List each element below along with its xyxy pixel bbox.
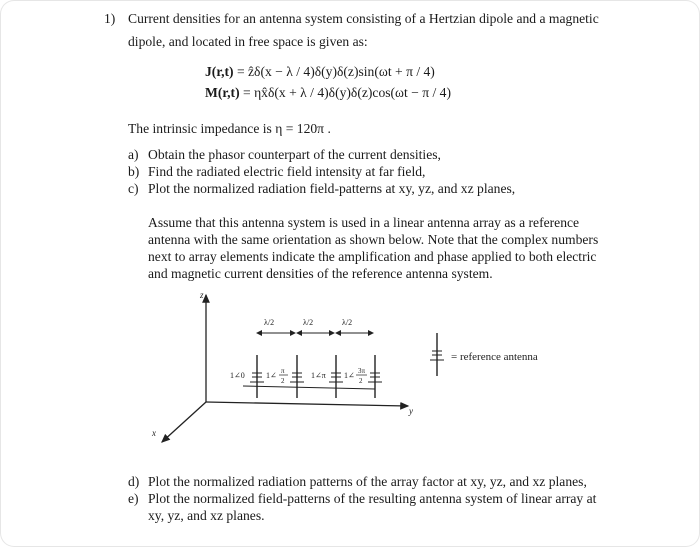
equation-J-lhs: J(r,t): [205, 64, 234, 79]
part-c-label: c): [128, 181, 139, 196]
equation-M-rhs: = ηx̂δ(x + λ / 4)δ(y)δ(z)cos(ωt − π / 4): [239, 85, 452, 100]
y-axis: [206, 402, 408, 406]
part-a-label: a): [128, 147, 139, 162]
impedance-statement: The intrinsic impedance is η = 120π .: [128, 121, 331, 136]
element-2-phase-num: π: [281, 367, 285, 375]
y-axis-label: y: [409, 406, 413, 416]
x-axis: [162, 402, 206, 442]
element-2-phase-den: 2: [281, 377, 285, 385]
antenna-array-diagram: [140, 285, 580, 445]
array-paragraph-line1: Assume that this antenna system is used in a linear antenna array as a reference: [148, 215, 580, 230]
equation-M-lhs: M(r,t): [205, 85, 240, 100]
problem-intro-line1: Current densities for an antenna system consisting of a Hertzian dipole and a magnetic: [128, 11, 599, 26]
reference-antenna-legend-text: = reference antenna: [451, 351, 538, 363]
equation-M: [205, 84, 451, 102]
part-e-text: Plot the normalized field-patterns of the resulting antenna system of linear array at: [148, 491, 597, 506]
array-paragraph-line3: next to array elements indicate the amplification and phase applied to both electric: [148, 249, 597, 264]
part-b-label: b): [128, 164, 140, 179]
spacing-label-2: λ/2: [303, 318, 314, 327]
problem-intro-line2: dipole, and located in free space is given as:: [128, 34, 368, 49]
array-element-2: [290, 355, 304, 398]
problem-number: 1): [104, 11, 116, 26]
array-element-1: [250, 355, 264, 398]
element-3-weight: 1∠π: [311, 371, 326, 380]
part-d-label: d): [128, 474, 140, 489]
array-element-4: [368, 355, 382, 398]
part-e-text-cont: xy, yz, and xz planes.: [148, 508, 265, 523]
element-4-phase-num: 3π: [358, 367, 366, 375]
x-axis-label: x: [152, 428, 156, 438]
array-paragraph-line4: and magnetic current densities of the reference antenna system.: [148, 266, 493, 281]
array-element-3: [329, 355, 343, 398]
spacing-label-1: λ/2: [264, 318, 275, 327]
element-4-weight: 1∠: [344, 371, 355, 380]
part-c-text: Plot the normalized radiation field-patterns at xy, yz, and xz planes,: [148, 181, 516, 196]
z-axis-label: z: [200, 290, 204, 300]
part-e-label: e): [128, 491, 139, 506]
array-baseline: [243, 386, 375, 389]
part-d-text: Plot the normalized radiation patterns of the array factor at xy, yz, and xz planes,: [148, 474, 587, 489]
spacing-label-3: λ/2: [342, 318, 353, 327]
array-paragraph-line2: antenna with the same orientation as shown below. Note that the complex numbers: [148, 232, 599, 247]
equation-J-rhs: = ẑδ(x − λ / 4)δ(y)δ(z)sin(ωt + π / 4): [233, 64, 435, 79]
element-1-weight: 1∠0: [230, 371, 245, 380]
element-2-weight: 1∠: [266, 371, 277, 380]
part-b-text: Find the radiated electric field intensity at far field,: [148, 164, 426, 179]
reference-antenna-legend-symbol: [430, 333, 444, 376]
part-a-text: Obtain the phasor counterpart of the current densities,: [148, 147, 441, 162]
equation-J: [205, 63, 435, 81]
element-4-phase-den: 2: [359, 377, 363, 385]
